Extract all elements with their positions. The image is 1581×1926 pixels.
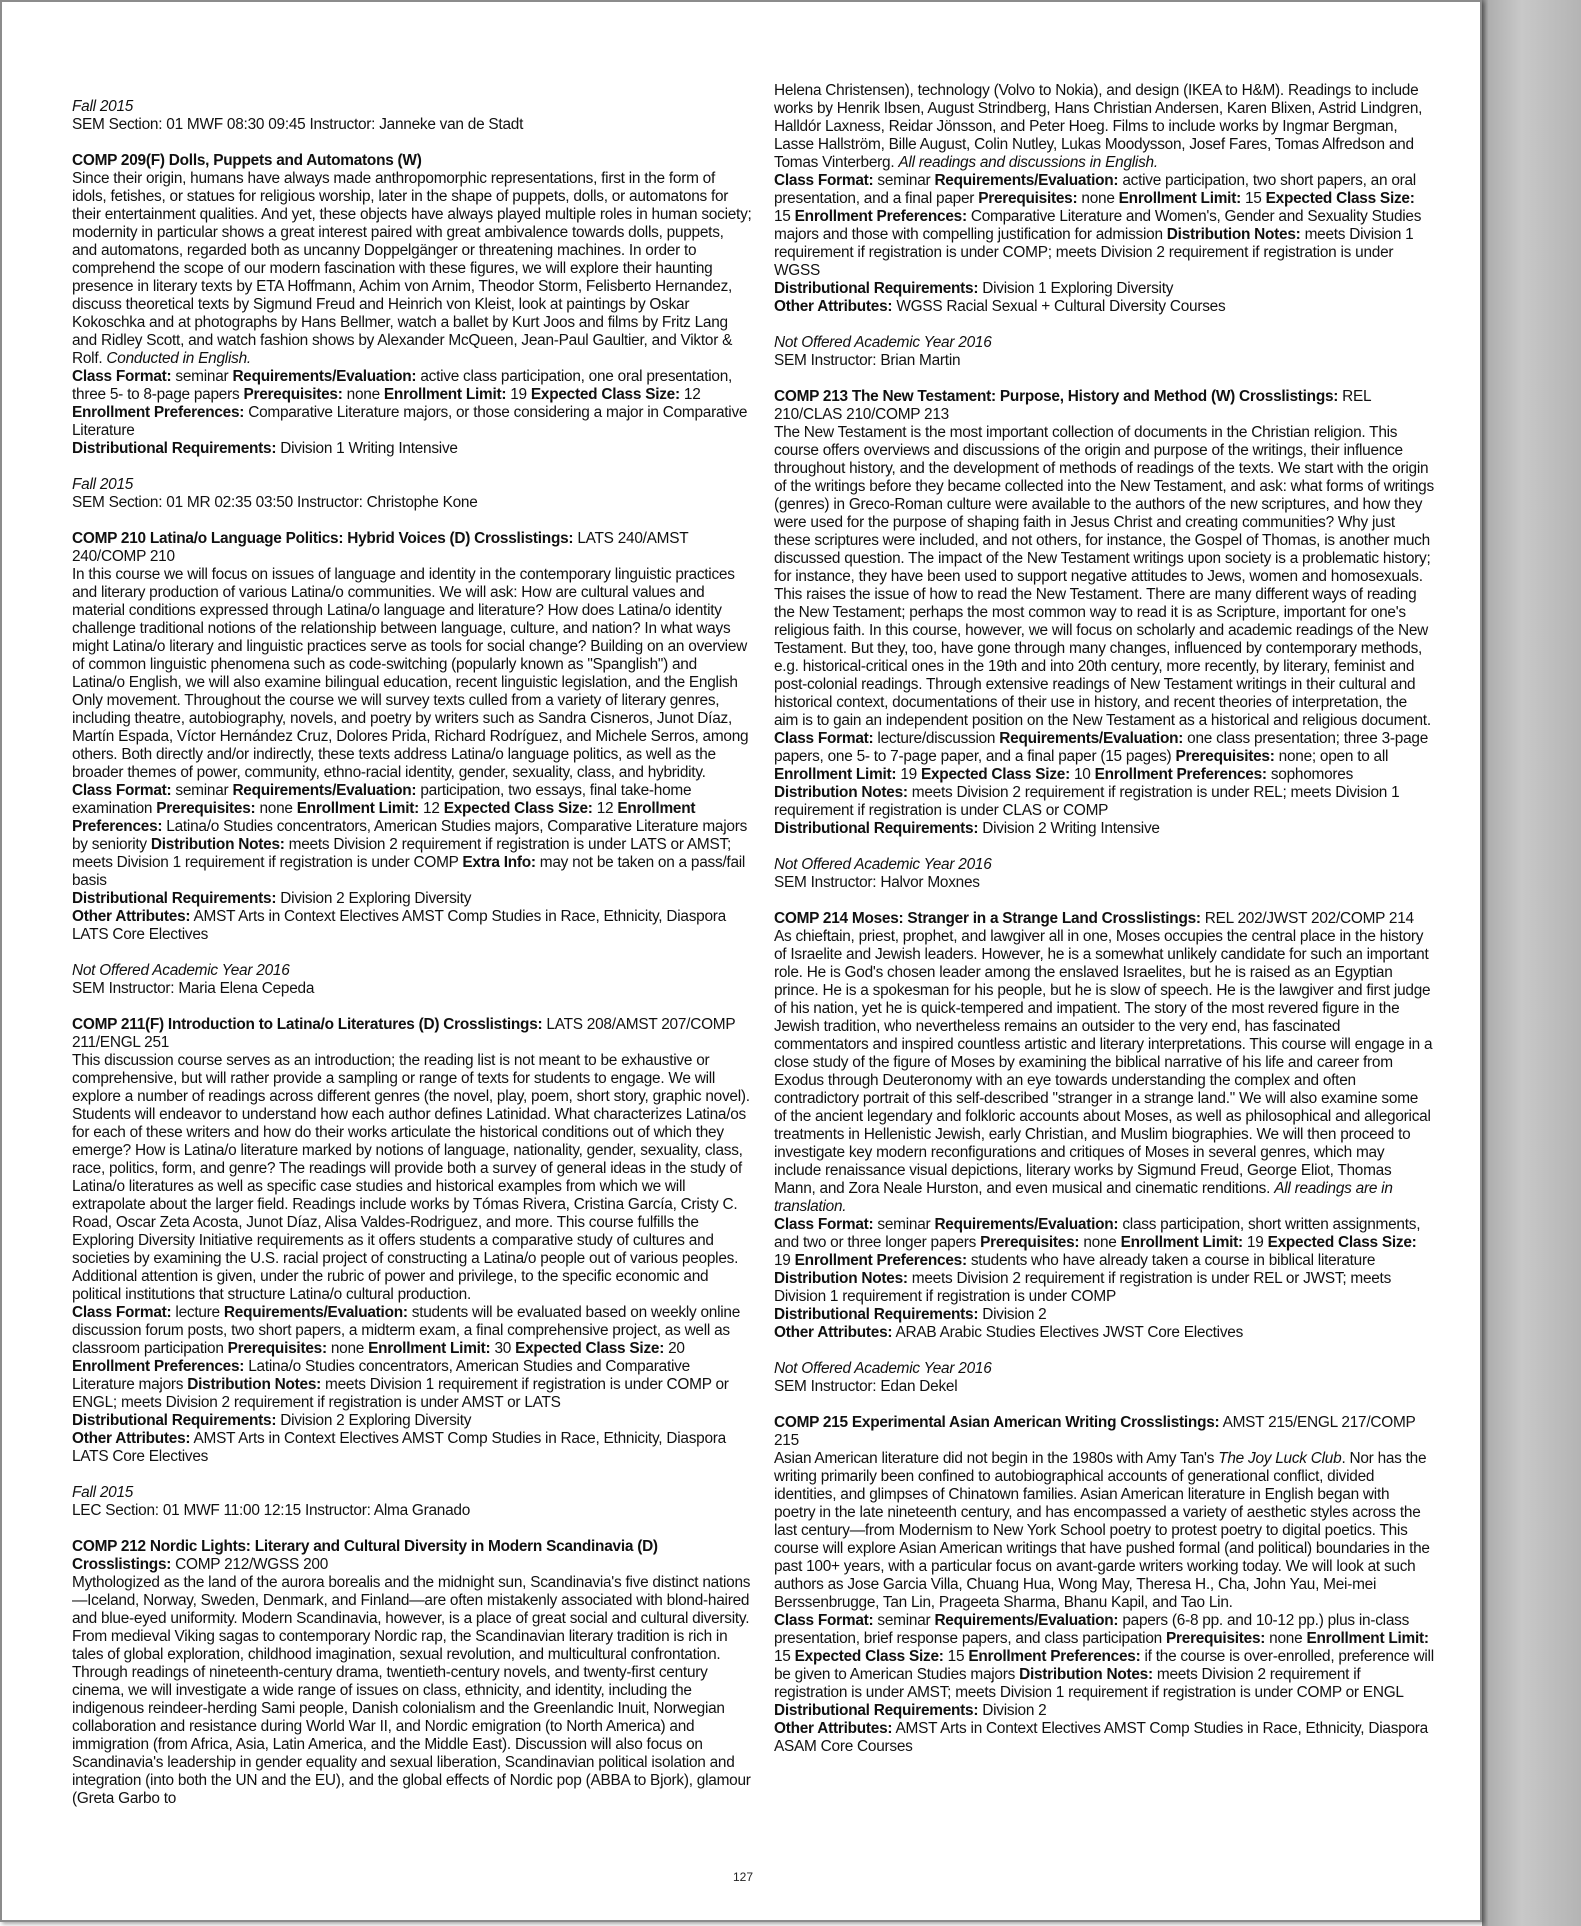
term-offered: Not Offered Academic Year 2016 — [72, 962, 290, 979]
detail-value: meets Division 2 requirement if registration is under LATS or AMST; meets Division 1 requirement if registration is under COMP — [72, 836, 731, 871]
detail-value: none — [1079, 1234, 1121, 1251]
detail-value: seminar — [873, 1216, 935, 1233]
detail-value: 12 — [679, 386, 701, 403]
detail-value: meets Division 1 requirement if registration is under COMP or ENGL; meets Division 2 requirement if registration is under AMST or LATS — [72, 1376, 729, 1411]
course-description: . Nor has the writing primarily been confined to autobiographical accounts of generational conflict, divided identities, and glimpses of Chinatown families. Asian American literature in English began with poetry in the late nineteenth century, and has encompassed a variety of aesthetic styles across the last century—from Modernism to New York School poetry to protest poetry to digital poetics. This course will explore Asian American writings that have pushed formal (and political) boundaries in the past 100+ years, with a particular focus on avant-garde writers working today. We will look at such authors as Jose Garcia Villa, Chuang Hua, Wong May, Theresa H., Cha, John Yau, Mei-mei Berssenbrugge, Tan Lin, Prageeta Sharma, Bhanu Kapil, and Tao Lin. — [774, 1450, 1430, 1611]
detail-value: students who have already taken a course in biblical literature — [966, 1252, 1376, 1269]
detail-value: lecture — [171, 1304, 224, 1321]
detail-value: sophomores — [1266, 766, 1354, 783]
course-body — [72, 1538, 752, 1808]
detail-value: 19 — [506, 386, 531, 403]
term-offered: Not Offered Academic Year 2016 — [774, 856, 992, 873]
detail-label: Enrollment Limit: — [1306, 1630, 1429, 1647]
detail-value: Latina/o Studies concentrators, American Studies majors, Comparative Literature majors by seniority — [72, 818, 748, 853]
detail-value: 12 — [419, 800, 444, 817]
detail-label: Enrollment Limit: — [1120, 1234, 1243, 1251]
course-description: In this course we will focus on issues of language and identity in the contemporary linguistic practices and literary production of various Latina/o communities. We will ask: How are cultural values and material conditions expressed through Latina/o language and literature? How does Latina/o identity challenge traditional notions of the relationship between language, culture, and nation? In what ways might Latina/o literary and linguistic practices serve as tools for social change? Building on an overview of common linguistic phenomena such as code-switching (popularly known as "Spanglish") and Latina/o English, we will also examine bilingual education, recent linguistic legislation, and the English Only movement. Throughout the course we will survey texts culled from a variety of literary genres, including theatre, autobiography, novels, and poetry by writers such as Sandra Cisneros, Junot Díaz, Martín Espada, Víctor Hernández Cruz, Dolores Prida, Richard Rodríguez, and Michele Serros, among others. Both directly and/or indirectly, these texts address Latina/o language politics, as well as the broader themes of power, community, ethno-racial identity, gender, sexuality, class, and hybridity. — [72, 566, 749, 781]
spacer — [72, 998, 752, 1016]
detail-value: 20 — [664, 1340, 685, 1357]
course-description: This discussion course serves as an introduction; the reading list is not meant to be exhaustive or comprehensive, but will rather provide a sampling or range of texts for students to engage. We will explore a number of readings across different genres (the novel, play, poem, short story, graphic novel). Students will endeavor to understand how each author defines Latinidad. What characterizes Latina/os for each of these writers and how do their works articulate the historical conditions out of which they emerge? How is Latina/o literature marked by notions of language, nationality, gender, sexuality, class, race, politics, form, and genre? The readings will provide both a survey of general ideas in the study of Latina/o literatures as well as specific case studies and historical examples from which we will extrapolate about the larger field. Readings include works by Tómas Rivera, Cristina García, Cristy C. Road, Oscar Zeta Acosta, Junot Díaz, Alisa Valdes-Rodriguez, and more. This course fulfills the Exploring Diversity Initiative requirements as it offers students a comparative study of cultures and societies by examining the U.S. racial project of constructing a Latina/o people out of various peoples. Additional attention is given, under the rubric of power and privilege, to the specific economic and political institutions that structure Latina/o cultural production. — [72, 1052, 750, 1303]
course-title: COMP 211(F) Introduction to Latina/o Literatures (D) — [72, 1016, 440, 1033]
spacer — [72, 1520, 752, 1538]
detail-label: Requirements/Evaluation: — [934, 1612, 1119, 1629]
right-column — [774, 82, 1434, 1774]
spacer — [774, 892, 1434, 910]
attributes-value: ARAB Arabic Studies Electives JWST Core Electives — [892, 1324, 1244, 1341]
distribution-value: Division 2 Exploring Diversity — [276, 890, 472, 907]
detail-value: students will be evaluated based on weekly online discussion forum posts, two short papers, a midterm exam, a final comprehensive project, as well as classroom participation — [72, 1304, 741, 1357]
detail-label: Class Format: — [774, 172, 874, 189]
term-offered: Fall 2015 — [72, 1484, 134, 1501]
detail-label: Distribution Notes: — [150, 836, 285, 853]
crosslist-label: Crosslistings: — [1235, 388, 1339, 405]
distribution-value: Division 2 Exploring Diversity — [276, 1412, 472, 1429]
detail-value: seminar — [171, 368, 233, 385]
detail-label: Enrollment Preferences: — [72, 800, 696, 835]
detail-value: 15 — [774, 208, 795, 225]
distribution-label: Distributional Requirements: — [774, 1306, 979, 1323]
detail-label: Enrollment Preferences: — [794, 1252, 967, 1269]
course-description-italic: All readings and discussions in English. — [898, 154, 1158, 171]
crosslist-label: Crosslistings: — [1116, 1414, 1220, 1431]
course-body — [72, 152, 752, 458]
crosslist-label: Crosslistings: — [470, 530, 574, 547]
attributes-value: WGSS Racial Sexual + Cultural Diversity Courses — [892, 298, 1226, 315]
detail-value: seminar — [171, 782, 233, 799]
detail-label: Expected Class Size: — [515, 1340, 665, 1357]
detail-label: Enrollment Preferences: — [72, 404, 245, 421]
course-entry — [72, 98, 752, 458]
crosslist-value: REL 202/JWST 202/COMP 214 — [1200, 910, 1414, 927]
attributes-value: AMST Arts in Context Electives AMST Comp Studies in Race, Ethnicity, Diaspora LATS Core Electives — [72, 1430, 726, 1465]
detail-value: 30 — [490, 1340, 516, 1357]
course-title: COMP 214 Moses: Stranger in a Strange Land — [774, 910, 1098, 927]
term-offered: Fall 2015 — [72, 476, 134, 493]
detail-label: Class Format: — [774, 1612, 874, 1629]
detail-label: Expected Class Size: — [794, 1648, 944, 1665]
distribution-label: Distributional Requirements: — [72, 440, 277, 457]
crosslist-value: REL 210/CLAS 210/COMP 213 — [774, 388, 1371, 423]
detail-value: lecture/discussion — [873, 730, 1000, 747]
detail-value: may not be taken on a pass/fail basis — [72, 854, 746, 889]
page-stack-shadow — [1482, 0, 1488, 1926]
section-info: SEM Instructor: Maria Elena Cepeda — [72, 980, 315, 997]
course-title: COMP 213 The New Testament: Purpose, History and Method (W) — [774, 388, 1235, 405]
detail-label: Class Format: — [774, 730, 874, 747]
detail-value: papers (6-8 pp. and 10-12 pp.) plus in-class presentation, brief response papers, and class participation — [774, 1612, 1410, 1647]
detail-value: Comparative Literature majors, or those considering a major in Comparative Literature — [72, 404, 748, 439]
section-info: SEM Section: 01 MWF 08:30 09:45 Instructor: Janneke van de Stadt — [72, 116, 524, 133]
attributes-value: AMST Arts in Context Electives AMST Comp Studies in Race, Ethnicity, Diaspora LATS Core Electives — [72, 908, 726, 943]
detail-label: Enrollment Preferences: — [72, 1358, 245, 1375]
attributes-label: Other Attributes: — [774, 1324, 893, 1341]
course-description-italic: The Joy Luck Club — [1218, 1450, 1342, 1467]
detail-label: Prerequisites: — [978, 190, 1078, 207]
section-info: SEM Section: 01 MR 02:35 03:50 Instructor: Christophe Kone — [72, 494, 478, 511]
detail-value: 15 — [774, 1648, 795, 1665]
detail-label: Class Format: — [72, 368, 172, 385]
course-entry — [774, 856, 1434, 1342]
section-info: SEM Instructor: Halvor Moxnes — [774, 874, 980, 891]
detail-label: Prerequisites: — [227, 1340, 327, 1357]
detail-label: Requirements/Evaluation: — [999, 730, 1184, 747]
course-entry — [774, 82, 1434, 316]
attributes-value: AMST Arts in Context Electives AMST Comp Studies in Race, Ethnicity, Diaspora ASAM Core Courses — [774, 1720, 1428, 1755]
distribution-value: Division 1 Writing Intensive — [276, 440, 458, 457]
detail-value: participation, two essays, final take-home examination — [72, 782, 692, 817]
course-body — [774, 1414, 1434, 1756]
crosslist-value: AMST 215/ENGL 217/COMP 215 — [774, 1414, 1416, 1449]
detail-value: none — [326, 1340, 369, 1357]
section-info: SEM Instructor: Brian Martin — [774, 352, 961, 369]
course-entry — [774, 334, 1434, 838]
attributes-label: Other Attributes: — [774, 298, 893, 315]
detail-value: class participation, short written assignments, and two or three longer papers — [774, 1216, 1421, 1251]
detail-value: 15 — [1240, 190, 1266, 207]
distribution-value: Division 1 Exploring Diversity — [978, 280, 1174, 297]
course-description-italic: Conducted in English. — [106, 350, 251, 367]
detail-value: none — [1077, 190, 1119, 207]
distribution-label: Distributional Requirements: — [774, 280, 979, 297]
detail-label: Extra Info: — [462, 854, 536, 871]
detail-label: Prerequisites: — [980, 1234, 1080, 1251]
detail-value: if the course is over-enrolled, preference will be given to American Studies majors — [774, 1648, 1434, 1683]
spacer — [774, 1396, 1434, 1414]
page-stack-edge — [1482, 0, 1581, 1926]
detail-label: Enrollment Preferences: — [1094, 766, 1267, 783]
spacer — [72, 512, 752, 530]
detail-value: seminar — [873, 172, 935, 189]
detail-value: 12 — [592, 800, 618, 817]
detail-value: meets Division 2 requirement if registration is under REL or JWST; meets Division 1 requirement if registration is under COMP — [774, 1270, 1392, 1305]
course-description-italic: All readings are in translation. — [774, 1180, 1393, 1215]
distribution-value: Division 2 — [978, 1702, 1047, 1719]
detail-label: Class Format: — [72, 782, 172, 799]
detail-label: Expected Class Size: — [443, 800, 593, 817]
detail-label: Expected Class Size: — [1267, 1234, 1417, 1251]
detail-label: Enrollment Limit: — [296, 800, 420, 817]
attributes-label: Other Attributes: — [774, 1720, 893, 1737]
distribution-value: Division 2 Writing Intensive — [978, 820, 1160, 837]
course-description: Mythologized as the land of the aurora borealis and the midnight sun, Scandinavia's five distinct nations—Iceland, Norway, Sweden, Denmark, and Finland—are often mistakenly associated with blond-haired and blue-eyed uniformity. Modern Scandinavia, however, is a place of great social and cultural diversity. From medieval Viking sagas to contemporary Nordic rap, the Scandinavian literary tradition is rich in tales of global exploration, childhood imagination, sexual revolution, and multicultural confrontation. Through readings of nineteenth-century drama, twentieth-century novels, and twenty-first century cinema, we will investigate a wide range of issues on class, ethnicity, and identity, including the indigenous reindeer-herding Sami people, Danish colonialism and the Greenlandic Inuit, Norwegian collaboration and resistance during World War II, and Nordic emigration (to North America) and immigration (from Africa, Asia, Latin America, and the Middle East). Discussion will also focus on Scandinavia's leadership in gender equality and sexual liberation, Scandinavian political isolation and integration (into both the UN and the EU), and the global effects of Nordic pop (ABBA to Bjork), glamour (Greta Garbo to — [72, 1574, 751, 1807]
detail-label: Prerequisites: — [1175, 748, 1275, 765]
crosslist-label: Crosslistings: — [439, 1016, 543, 1033]
detail-label: Requirements/Evaluation: — [934, 172, 1119, 189]
attributes-label: Other Attributes: — [72, 908, 191, 925]
detail-label: Distribution Notes: — [187, 1376, 322, 1393]
crosslist-label: Crosslistings: — [1097, 910, 1201, 927]
detail-value: none — [255, 800, 297, 817]
section-info: SEM Instructor: Edan Dekel — [774, 1378, 958, 1395]
detail-label: Enrollment Preferences: — [794, 208, 967, 225]
detail-label: Prerequisites: — [156, 800, 256, 817]
distribution-label: Distributional Requirements: — [72, 890, 277, 907]
course-title: COMP 210 Latina/o Language Politics: Hybrid Voices (D) — [72, 530, 471, 547]
page-number: 127 — [732, 1870, 754, 1884]
detail-label: Enrollment Limit: — [774, 766, 897, 783]
crosslist-value: COMP 212/WGSS 200 — [171, 1556, 329, 1573]
detail-value: 15 — [943, 1648, 969, 1665]
crosslist-value: LATS 208/AMST 207/COMP 211/ENGL 251 — [72, 1016, 736, 1051]
detail-value: meets Division 2 requirement if registration is under REL; meets Division 1 requirement if registration is under CLAS or COMP — [774, 784, 1400, 819]
course-body — [774, 910, 1434, 1342]
detail-label: Class Format: — [72, 1304, 172, 1321]
distribution-label: Distributional Requirements: — [774, 1702, 979, 1719]
course-body — [72, 530, 752, 944]
detail-value: none — [1265, 1630, 1307, 1647]
detail-label: Enrollment Preferences: — [968, 1648, 1141, 1665]
detail-label: Prerequisites: — [1166, 1630, 1266, 1647]
distribution-label: Distributional Requirements: — [774, 820, 979, 837]
section-info: LEC Section: 01 MWF 11:00 12:15 Instructor: Alma Granado — [72, 1502, 471, 1519]
course-entry — [72, 476, 752, 944]
detail-label: Distribution Notes: — [1019, 1666, 1153, 1683]
detail-label: Requirements/Evaluation: — [934, 1216, 1119, 1233]
course-description: Asian American literature did not begin in the 1980s with Amy Tan's — [774, 1450, 1219, 1467]
crosslist-label: Crosslistings: — [72, 1556, 172, 1573]
detail-label: Enrollment Limit: — [368, 1340, 491, 1357]
attributes-label: Other Attributes: — [72, 1430, 191, 1447]
course-description: Helena Christensen), technology (Volvo to Nokia), and design (IKEA to H&M). Readings to include works by Henrik Ibsen, August Strindberg, Hans Christian Andersen, Karen Blixen, Astrid Lindgren, Halldór Laxness, Reidar Jönsson, and Peter Hoeg. Films to include works by Ingmar Bergman, Lasse Hallström, Bille August, Colin Nutley, Lukas Moodysson, Josef Fares, Tomas Alfredson and Tomas Vinterberg. — [774, 82, 1423, 171]
term-offered: Fall 2015 — [72, 98, 134, 115]
term-offered: Not Offered Academic Year 2016 — [774, 334, 992, 351]
detail-value: seminar — [873, 1612, 935, 1629]
detail-label: Expected Class Size: — [1265, 190, 1415, 207]
detail-value: active class participation, one oral presentation, three 5- to 8-page papers — [72, 368, 733, 403]
detail-label: Expected Class Size: — [530, 386, 680, 403]
course-entry — [72, 1484, 752, 1808]
crosslist-value: LATS 240/AMST 240/COMP 210 — [72, 530, 689, 565]
course-description: The New Testament is the most important collection of documents in the Christian religion. This course offers overviews and discussions of the origin and purpose of the writings, their influence throughout history, and the development of methods of readings of the texts. We start with the origin of the writings before they became collected into the New Testament, and ask: what forms of writings (genres) in Greco-Roman culture were available to the authors of the new scriptures, and how they were used for the purpose of shaping faith in Jesus Christ and creating communities? Why just these scriptures were included, and not others, for instance, the Gospel of Thomas, is another much discussed question. The impact of the New Testament writings upon society is a problematic history; for instance, they have been used to support negative attitudes to Jews, women and homosexuals. This raises the issue of how to read the New Testament. There are many different ways of reading the New Testament; perhaps the most common way to read it is as Scripture, important for one's religious faith. In this course, however, we will focus on scholarly and academic readings of the New Testament. But they, too, have gone through many changes, influenced by contemporary methods, e.g. historical-critical ones in the 19th and into 20th century, more recently, by literary, feminist and post-colonial readings. Through extensive readings of New Testament writings in their cultural and historical context, documentations of their use in history, and recent theories of interpretation, the aim is to gain an independent position on the New Testament as a historical and religious document. — [774, 424, 1434, 729]
detail-label: Enrollment Limit: — [1118, 190, 1241, 207]
course-title: COMP 215 Experimental Asian American Writing — [774, 1414, 1117, 1431]
course-description: Since their origin, humans have always made anthropomorphic representations, first in the form of idols, fetishes, or statues for religious worship, later in the shape of puppets, dolls, or automatons for their entertainment qualities. And yet, these objects have always played multiple roles in human society; modernity in particular shows a great interest paired with great ambivalence towards dolls, puppets, and automatons, regarded both as uncanny Doppelgänger or threatening machines. In order to comprehend the scope of our modern fascination with these figures, we will explore their haunting presence in literary texts by ETA Hoffmann, Achim von Arnim, Theodor Storm, Felisberto Hernandez, discuss theoretical texts by Sigmund Freud and Heinrich von Kleist, look at paintings by Oskar Kokoschka and at photographs by Hans Bellmer, watch a ballet by Kurt Joos and films by Fritz Lang and Ridley Scott, and watch fashion shows by Alexander McQueen, Jean-Paul Gaultier, and Viktor & Rolf. — [72, 170, 752, 367]
detail-label: Distribution Notes: — [774, 1270, 908, 1287]
detail-label: Distribution Notes: — [774, 784, 908, 801]
course-entry — [72, 962, 752, 1466]
detail-label: Requirements/Evaluation: — [232, 782, 417, 799]
left-column — [72, 98, 752, 1826]
detail-value: Latina/o Studies concentrators, American Studies and Comparative Literature majors — [72, 1358, 690, 1393]
detail-label: Requirements/Evaluation: — [223, 1304, 408, 1321]
detail-value: none — [342, 386, 384, 403]
course-body — [72, 1016, 752, 1466]
distribution-value: Division 2 — [978, 1306, 1047, 1323]
detail-value: 10 — [1069, 766, 1095, 783]
detail-value: Comparative Literature and Women's, Gender and Sexuality Studies majors and those with compelling justification for admission — [774, 208, 1422, 243]
detail-value: 19 — [774, 1252, 795, 1269]
course-body — [774, 388, 1434, 838]
term-offered: Not Offered Academic Year 2016 — [774, 1360, 992, 1377]
detail-label: Requirements/Evaluation: — [232, 368, 417, 385]
detail-label: Distribution Notes: — [1166, 226, 1301, 243]
detail-value: 19 — [1242, 1234, 1268, 1251]
course-title: COMP 209(F) Dolls, Puppets and Automatons (W) — [72, 152, 422, 169]
course-body — [774, 82, 1434, 316]
course-description: As chieftain, priest, prophet, and lawgiver all in one, Moses occupies the central place in the history of Israelite and Jewish leaders. However, he is a somewhat unlikely candidate for such an important role. He is God's chosen leader among the enslaved Israelites, but he is raised as an Egyptian prince. He is a spokesman for his people, but he is slow of speech. He is the lawgiver and first judge of his nation, yet he is quick-tempered and impatient. The story of the most revered figure in the Jewish tradition, who nevertheless remains an outsider to the very end, has fascinated commentators and inspired countless artistic and literary interpretations. This course will engage in a close study of the figure of Moses by examining the biblical narrative of his life and career from Exodus through Deuteronomy with an eye towards understanding the complex and often contradictory portrait of this self-described "stranger in a strange land." We will also examine some of the ancient legendary and folkloric accounts about Moses, as well as philosophical and allegorical treatments in Hellenistic Jewish, early Christian, and Muslim biographies. We will then proceed to investigate key modern reconfigurations and critiques of Moses in several genres, which may include renaissance visual depictions, literary works by Sigmund Freud, George Eliot, Thomas Mann, and Zora Neale Hurston, and even musical and cinematic renditions. — [774, 928, 1433, 1197]
detail-value: meets Division 1 requirement if registration is under COMP; meets Division 2 requirement if registration is under WGSS — [774, 226, 1414, 279]
spacer — [774, 370, 1434, 388]
detail-value: 19 — [896, 766, 921, 783]
detail-value: none; open to all — [1274, 748, 1389, 765]
detail-label: Class Format: — [774, 1216, 874, 1233]
spacer — [72, 134, 752, 152]
detail-label: Prerequisites: — [243, 386, 343, 403]
detail-value: meets Division 2 requirement if registration is under AMST; meets Division 1 requirement if registration is under COMP or ENGL — [774, 1666, 1404, 1701]
detail-value: one class presentation; three 3-page papers, one 5- to 7-page paper, and a final paper (15 pages) — [774, 730, 1429, 765]
detail-value: active participation, two short papers, an oral presentation, and a final paper — [774, 172, 1416, 207]
detail-label: Enrollment Limit: — [383, 386, 507, 403]
course-entry — [774, 1360, 1434, 1756]
distribution-label: Distributional Requirements: — [72, 1412, 277, 1429]
course-title: COMP 212 Nordic Lights: Literary and Cultural Diversity in Modern Scandinavia (D) — [72, 1538, 658, 1555]
detail-label: Expected Class Size: — [920, 766, 1070, 783]
